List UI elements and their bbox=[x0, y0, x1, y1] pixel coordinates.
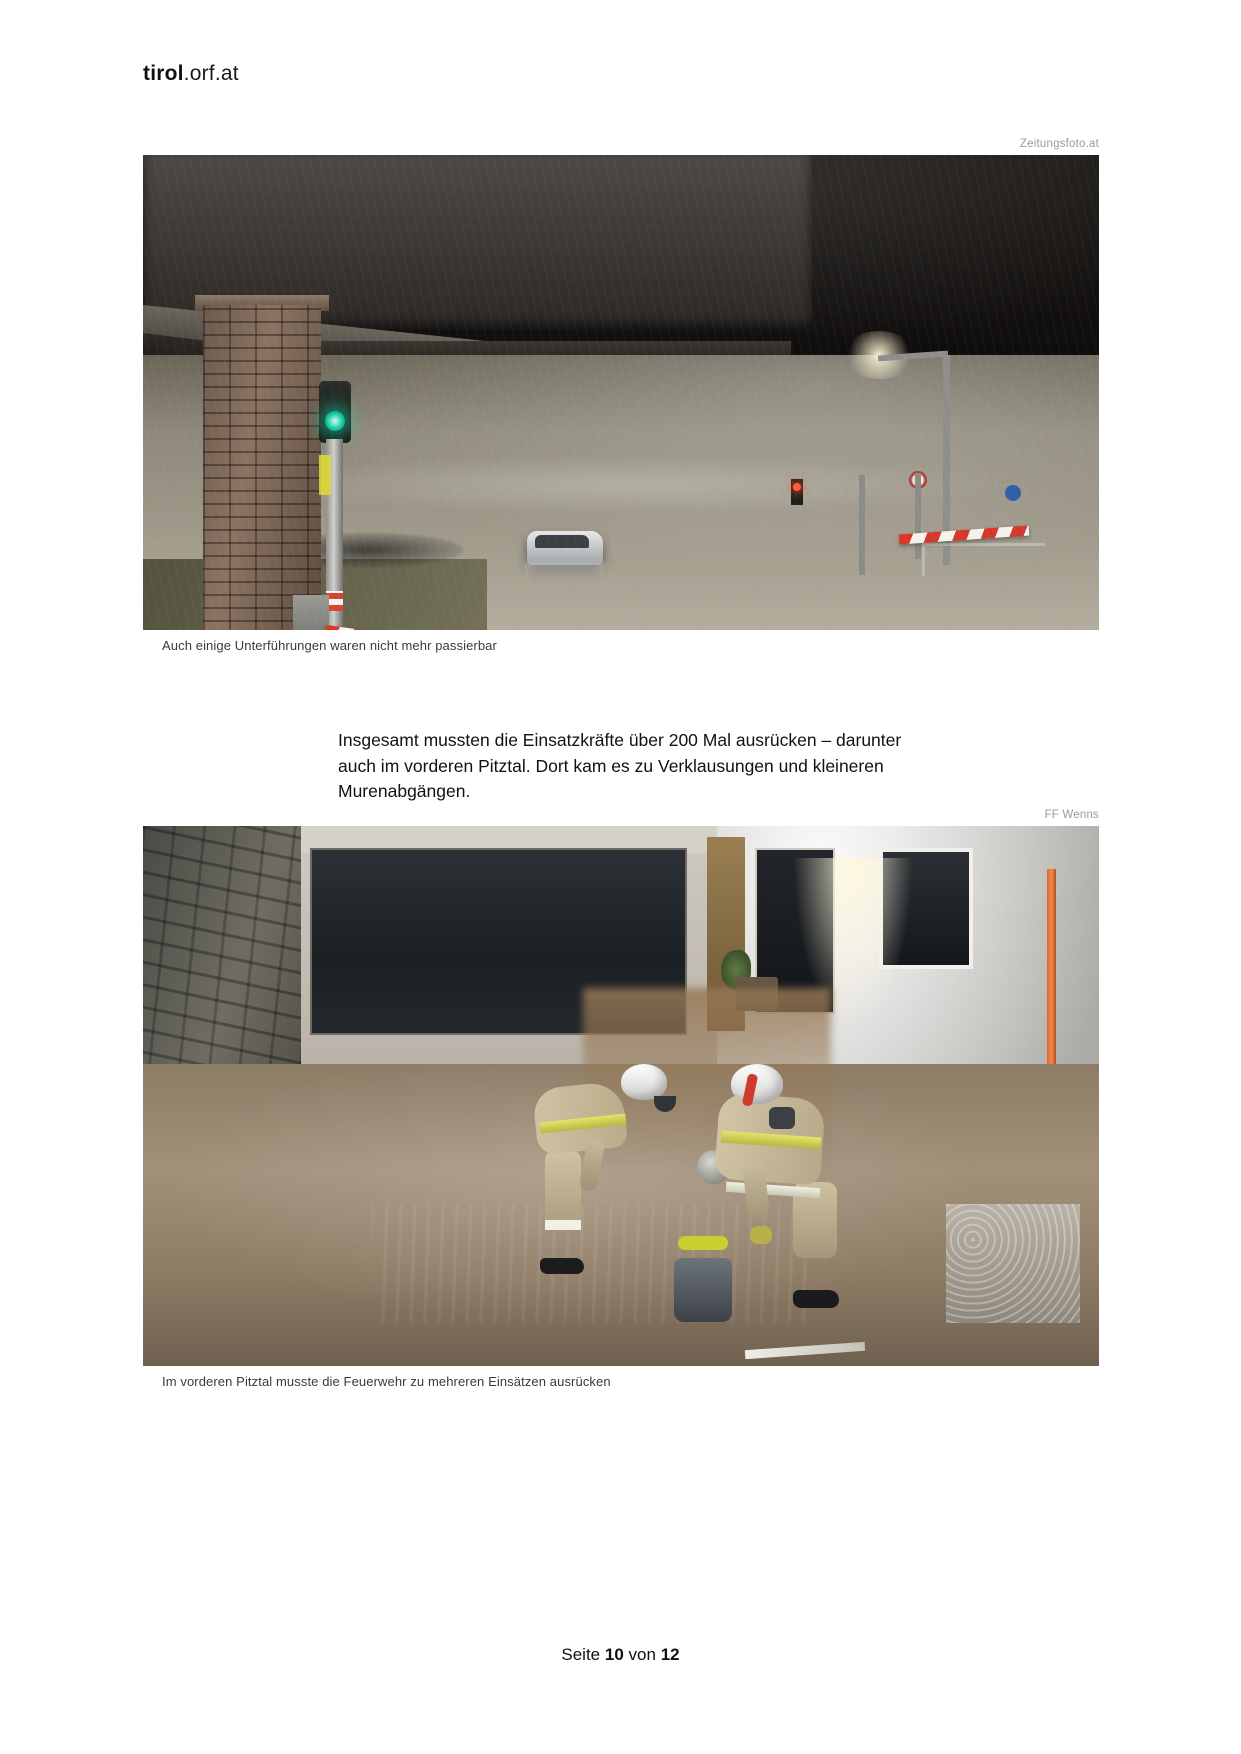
utility-box bbox=[293, 595, 329, 630]
photo-credit: Zeitungsfoto.at bbox=[1019, 138, 1099, 150]
sign-pole bbox=[859, 475, 865, 575]
car-window bbox=[535, 535, 589, 548]
photo-scene-driveway bbox=[143, 826, 1099, 1366]
far-traffic-light-red bbox=[793, 483, 801, 491]
water-ripples bbox=[372, 1204, 812, 1323]
firefighter-left-helmet bbox=[621, 1064, 667, 1100]
pump-handle bbox=[678, 1236, 728, 1250]
firefighter-right-boot bbox=[793, 1290, 839, 1308]
footer-middle: von bbox=[628, 1645, 656, 1664]
article-paragraph: Insgesamt mussten die Einsatzkräfte über 200 Mal ausrücken – darunter auch im vorderen Pitztal. Dort kam es zu Verklausungen und kleineren Murenabgängen. bbox=[338, 730, 902, 801]
firefighter-right-neck-protector bbox=[769, 1107, 795, 1129]
brick-pillar bbox=[203, 305, 321, 630]
blue-traffic-sign bbox=[1005, 485, 1021, 501]
photo-flooded-underpass bbox=[143, 155, 1099, 630]
photo-credit: FF Wenns bbox=[1044, 809, 1099, 821]
figure-firefighters-pitztal bbox=[143, 809, 1099, 1389]
footer-page-number: 10 bbox=[604, 1645, 624, 1664]
site-header-domain: .orf.at bbox=[183, 62, 239, 85]
sign-pole bbox=[915, 473, 921, 559]
firefighter-left-trouser-band bbox=[545, 1220, 581, 1230]
traffic-light-green bbox=[325, 411, 345, 431]
metal-railing bbox=[922, 543, 1045, 576]
firefighter-left-boot bbox=[540, 1258, 584, 1274]
water-pump bbox=[674, 1258, 732, 1322]
page-footer bbox=[0, 1645, 1241, 1665]
gravel-strip bbox=[946, 1204, 1080, 1323]
firefighter-right-helmet bbox=[731, 1064, 783, 1104]
firefighter-right-glove bbox=[750, 1226, 772, 1244]
car-reflection bbox=[525, 563, 605, 579]
figure-caption: Im vorderen Pitztal musste die Feuerwehr zu mehreren Einsätzen ausrücken bbox=[162, 1374, 611, 1389]
photo-firefighters bbox=[143, 826, 1099, 1366]
firefighter-left-leg bbox=[545, 1150, 581, 1230]
figure-caption: Auch einige Unterführungen waren nicht mehr passierbar bbox=[162, 638, 497, 653]
photo-scene-underpass bbox=[143, 155, 1099, 630]
site-header bbox=[143, 62, 239, 86]
footer-prefix: Seite bbox=[561, 1645, 601, 1664]
footer-page-total: 12 bbox=[660, 1645, 680, 1664]
figure-flooded-underpass bbox=[143, 138, 1099, 653]
yellow-sign bbox=[319, 455, 331, 495]
site-header-brand: tirol bbox=[143, 62, 184, 85]
